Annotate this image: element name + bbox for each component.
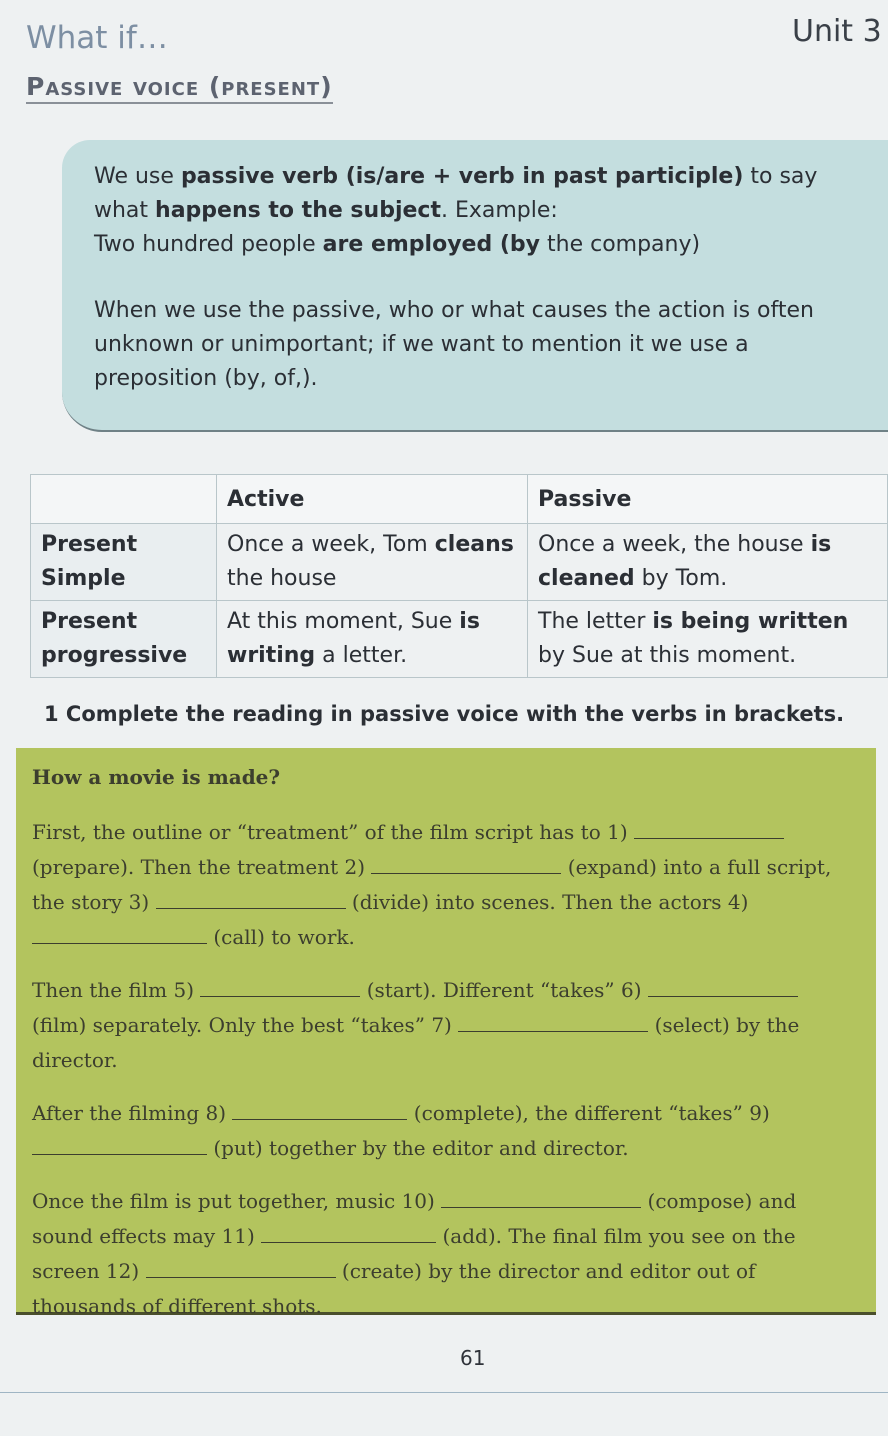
- example-emphasis: are employed (by: [322, 232, 541, 257]
- answer-blank-5[interactable]: [200, 978, 360, 997]
- text-fragment: by Sue at this moment.: [538, 643, 797, 668]
- answer-blank-2[interactable]: [371, 855, 561, 874]
- grammar-table: [30, 474, 888, 678]
- grammar-rule-text: [94, 160, 854, 396]
- rule-text-fragment: We use: [94, 164, 181, 189]
- passive-example: [528, 524, 888, 601]
- text-fragment: Once a week, the house: [538, 532, 811, 557]
- active-example: [217, 601, 528, 678]
- tense-label: Present Simple: [31, 524, 217, 601]
- active-example: [217, 524, 528, 601]
- answer-blank-11[interactable]: [261, 1224, 436, 1243]
- answer-blank-6[interactable]: [648, 978, 798, 997]
- reading-fragment: Then the film 5): [32, 978, 194, 1002]
- answer-blank-10[interactable]: [441, 1189, 641, 1208]
- reading-fragment: (compose) and sound effects may 11): [32, 1189, 797, 1248]
- rule-emphasis: happens to the subject: [155, 198, 441, 223]
- table-header-row: [31, 475, 888, 524]
- table-header-cell: [31, 475, 217, 524]
- reading-fragment: (select) by the director.: [32, 1013, 800, 1072]
- reading-fragment: (expand) into a full script, the story 3): [32, 855, 832, 914]
- reading-paragraph-3: [32, 1096, 852, 1166]
- table-row: [31, 601, 888, 678]
- reading-title: How a movie is made?: [32, 765, 281, 789]
- unit-label: Unit 3: [792, 14, 882, 49]
- reading-fragment: (divide) into scenes. Then the actors 4): [351, 890, 749, 914]
- answer-blank-9[interactable]: [32, 1136, 207, 1155]
- answer-blank-8[interactable]: [232, 1101, 407, 1120]
- answer-blank-4[interactable]: [32, 925, 207, 944]
- reading-fragment: (start). Different “takes” 6): [366, 978, 642, 1002]
- verb-emphasis: is being written: [652, 609, 849, 634]
- reading-fragment: (film) separately. Only the best “takes” 7): [32, 1013, 452, 1037]
- section-header: What if…: [26, 20, 168, 56]
- text-fragment: Once a week, Tom: [227, 532, 435, 557]
- table-header-active: Active: [217, 475, 528, 524]
- reading-fragment: First, the outline or “treatment” of the film script has to 1): [32, 820, 628, 844]
- reading-fragment: After the filming 8): [32, 1101, 227, 1125]
- rule-text-fragment: to say what: [94, 164, 818, 223]
- text-fragment: by Tom.: [634, 566, 728, 591]
- verb-emphasis: is cleaned: [538, 532, 832, 591]
- reading-fragment: (put) together by the editor and director.: [213, 1136, 629, 1160]
- verb-emphasis: is writing: [227, 609, 480, 668]
- example-fragment: the company): [540, 232, 701, 257]
- table-header-passive: Passive: [528, 475, 888, 524]
- reading-fragment: (prepare). Then the treatment 2): [32, 855, 366, 879]
- reading-fragment: Once the film is put together, music 10): [32, 1189, 435, 1213]
- reading-fragment: (add). The final film you see on the screen 12): [32, 1224, 796, 1283]
- section-title: Passive voice (present): [26, 72, 333, 104]
- rule-text-fragment: . Example:: [440, 198, 558, 223]
- answer-blank-12[interactable]: [146, 1259, 336, 1278]
- rule-line-1: [94, 160, 854, 228]
- reading-fragment: (complete), the different “takes” 9): [413, 1101, 770, 1125]
- exercise-instruction: 1 Complete the reading in passive voice with the verbs in brackets.: [44, 702, 845, 726]
- rule-paragraph-2: When we use the passive, who or what causes the action is often unknown or unimportant; if we want to mention it we use a preposition (by, of,).: [94, 298, 814, 391]
- text-fragment: the house: [227, 566, 337, 591]
- reading-fragment: (call) to work.: [213, 925, 355, 949]
- text-fragment: a letter.: [315, 643, 408, 668]
- page-number: 61: [460, 1346, 486, 1370]
- reading-fragment: (create) by the director and editor out of thousands of different shots.: [32, 1259, 756, 1318]
- rule-emphasis: passive verb (is/are + verb in past participle): [180, 164, 744, 189]
- reading-text: [32, 760, 852, 1342]
- answer-blank-3[interactable]: [156, 890, 346, 909]
- answer-blank-7[interactable]: [458, 1013, 648, 1032]
- reading-paragraph-1: [32, 815, 852, 955]
- example-fragment: Two hundred people: [94, 232, 323, 257]
- reading-paragraph-4: [32, 1184, 852, 1324]
- text-fragment: The letter: [538, 609, 653, 634]
- text-fragment: At this moment, Sue: [227, 609, 460, 634]
- passive-example: [528, 601, 888, 678]
- rule-example: [94, 228, 854, 262]
- tense-label: Present progressive: [31, 601, 217, 678]
- table-row: [31, 524, 888, 601]
- answer-blank-1[interactable]: [634, 820, 784, 839]
- reading-paragraph-2: [32, 973, 852, 1078]
- footer-divider: [0, 1392, 888, 1393]
- verb-emphasis: cleans: [434, 532, 514, 557]
